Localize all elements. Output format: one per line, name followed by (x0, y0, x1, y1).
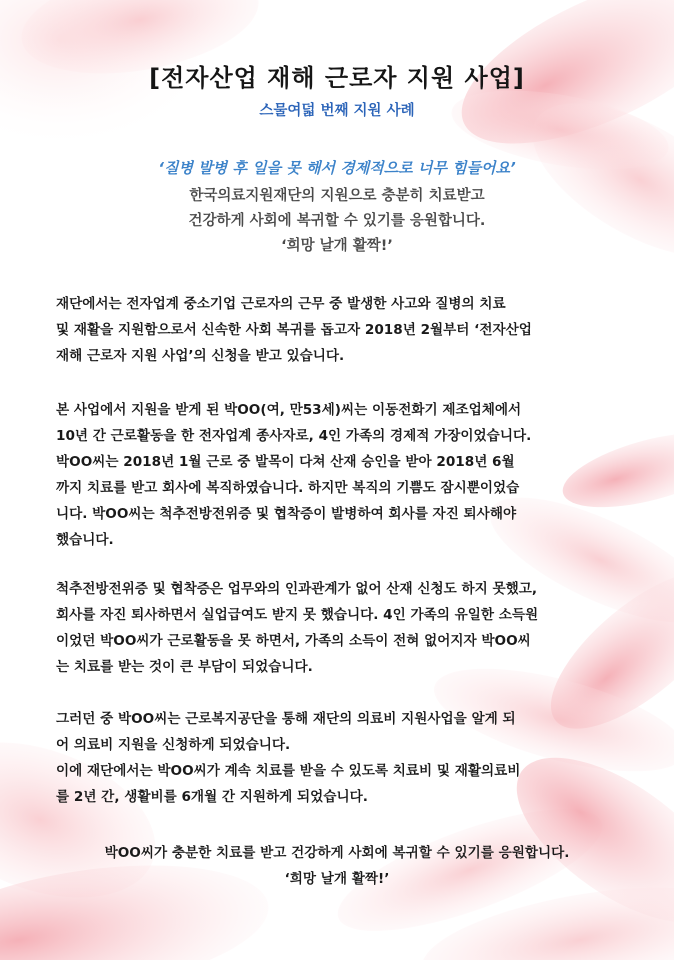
paragraph-line: 재해 근로자 지원 사업’의 신청을 받고 있습니다. (56, 348, 345, 364)
paragraph-4 (56, 706, 624, 810)
paragraph-line: 본 사업에서 지원을 받게 된 박OO(여, 만53세)씨는 이동전화기 제조업체에서 (56, 402, 522, 418)
closing-line: ‘희망 날개 활짝!’ (284, 871, 390, 887)
paragraph-line: 니다. 박OO씨는 척추전방전위증 및 협착증이 발병하여 회사를 자진 퇴사해야 (56, 506, 517, 522)
closing-text (0, 840, 674, 892)
paragraph-line: 를 2년 간, 생활비를 6개월 간 지원하게 되었습니다. (56, 789, 368, 805)
intro-text (0, 184, 674, 259)
intro-line: 건강하게 사회에 복귀할 수 있기를 응원합니다. (188, 213, 486, 229)
paragraph-line: 까지 치료를 받고 회사에 복직하였습니다. 하지만 복직의 기쁨도 잠시뿐이었습 (56, 480, 520, 496)
paragraph-1 (56, 291, 624, 369)
document-subtitle: 스물여덟 번째 지원 사례 (259, 103, 415, 119)
paragraph-line: 회사를 자진 퇴사하면서 실업급여도 받지 못 했습니다. 4인 가족의 유일한 소득원 (56, 607, 539, 623)
paragraph-line: 했습니다. (56, 532, 114, 548)
paragraph-line: 재단에서는 전자업계 중소기업 근로자의 근무 중 발생한 사고와 질병의 치료 (56, 296, 506, 312)
highlight-quote: ‘질병 발병 후 일을 못 해서 경제적으로 너무 힘들어요’ (158, 159, 516, 177)
paragraph-line: 어 의료비 지원을 신청하게 되었습니다. (56, 737, 291, 753)
paragraph-line: 이에 재단에서는 박OO씨가 계속 치료를 받을 수 있도록 치료비 및 재활의료비 (56, 763, 521, 779)
intro-line: 한국의료지원재단의 지원으로 충분히 치료받고 (189, 188, 485, 204)
paragraph-line: 척추전방전위증 및 협착증은 업무와의 인과관계가 없어 산재 신청도 하지 못했고, (56, 581, 538, 597)
paragraph-2 (56, 397, 624, 553)
intro-line: ‘희망 날개 활짝!’ (281, 238, 393, 254)
paragraph-line: 및 재활을 지원함으로서 신속한 사회 복귀를 돕고자 2018년 2월부터 ‘전자산업 (56, 322, 532, 338)
paragraph-line: 그러던 중 박OO씨는 근로복지공단을 통해 재단의 의료비 지원사업을 알게 되 (56, 711, 516, 727)
paragraph-line: 박OO씨는 2018년 1월 근로 중 발목이 다쳐 산재 승인을 받아 2018년 6월 (56, 454, 515, 470)
paragraph-3 (56, 576, 624, 680)
document-title: [전자산업 재해 근로자 지원 사업] (149, 64, 525, 92)
paragraph-line: 는 치료를 받는 것이 큰 부담이 되었습니다. (56, 659, 313, 675)
paragraph-line: 10년 간 근로활동을 한 전자업계 종사자로, 4인 가족의 경제적 가장이었습니다. (56, 428, 532, 444)
paragraph-line: 이었던 박OO씨가 근로활동을 못 하면서, 가족의 소득이 전혀 없어지자 박OO씨 (56, 633, 531, 649)
closing-line: 박OO씨가 충분한 치료를 받고 건강하게 사회에 복귀할 수 있기를 응원합니다. (104, 845, 570, 861)
